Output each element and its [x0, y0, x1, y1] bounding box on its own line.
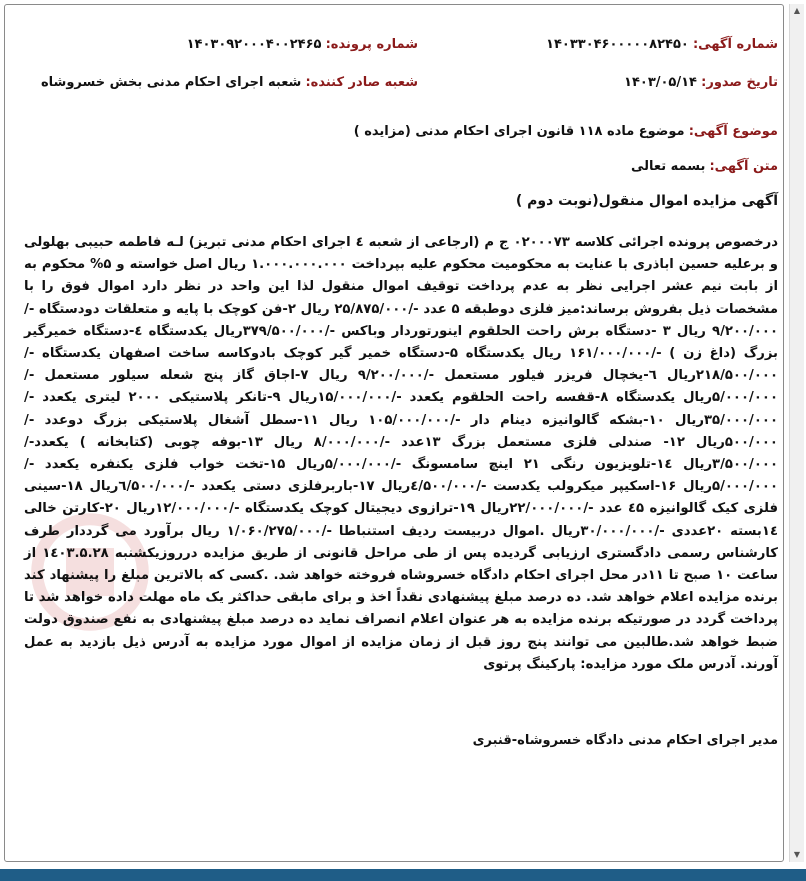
- case-number-label: شماره پرونده:: [325, 37, 418, 52]
- scroll-up-arrow-icon[interactable]: ▲: [793, 6, 801, 15]
- text-value: بسمه تعالی: [630, 159, 706, 174]
- issue-date-label: تاریخ صدور:: [701, 75, 778, 90]
- issue-date: [624, 74, 778, 92]
- issue-date-value: ۱۴۰۳/۰۵/۱۴: [624, 75, 697, 90]
- subject-row: [24, 123, 778, 141]
- ad-number: [546, 36, 778, 54]
- notice-paragraph: درخصوص پرونده اجرائی کلاسه ۰۲۰۰۰۷۳ ج م (ارجاعی از شعبه ٤ اجرای احکام مدنی تبریز) لـه فاطمه حبیبی بهلولی و برعلیه حسین اباذری با عنایت به محکومیت محکوم علیه بپرداخت ۱.۰۰۰.۰۰۰.۰۰۰ ریال اصل خواسته و ۵% محکوم به از بابت نیم عشر اجرایی نظر به عدم پرداخت توقیف اموال منقول لذا این واحد در نظر دارد اموال فوق را با مشخصات ذیل بفروش برساند:میز فلزی دوطبقه ۵ عدد -/۲۵/۸۷۵/۰۰۰ ریال ۲-فن کوچک با پایه و متعلقات دودستگاه -/۹/۲۰۰/۰۰۰ ریال ۳ -دستگاه برش راحت الحلقوم اینورتوردار وباکس -/۳۷۹/۵۰۰/۰۰۰ریال یکدستگاه ٤-دستگاه خمیرگیر بزرگ (داغ زن ) -/۱۶۱/۰۰۰/۰۰۰ ریال یکدستگاه ۵-دستگاه خمیر گیر کوچک بادوکاسه ساخت اصفهان یکدستگاه -/۲۱۸/۵۰۰/۰۰۰ریال ٦-یخچال فریزر فیلور مستعمل -/۹/۲۰۰/۰۰۰ ریال ۷-اجاق گاز پنج شعله سیلور مستعمل -/۵/۰۰۰/۰۰۰ریال یکدستگاه ۸-قفسه راحت الحلقوم یکعدد -/۱۵/۰۰۰/۰۰۰ریال ۹-تانکر پلاستیکی ۲۰۰۰ لیتری یکعدد -/۳۵/۰۰۰/۰۰۰ریال ۱۰-بشکه گالوانیزه دینام دار -/۱۰۵/۰۰۰/۰۰۰ ریال ۱۱-سطل آشغال پلاستیکی بزرگ دوعدد -/۵۰۰/۰۰۰ریال ۱۲- صندلی فلزی مستعمل بزرگ ۱۳عدد -/۸/۰۰۰/۰۰۰ ریال ۱۳-بوفه چوبی (کتابخانه ) یکعدد-/۳/۵۰۰/۰۰۰ریال ۱٤-تلویزیون رنگی ۲۱ اینچ سامسونگ -/۵/۰۰۰/۰۰۰ریال ۱۵-تخت خواب فلزی یکنفره یکعدد -/۵/۰۰۰/۰۰۰ریال ۱۶-اسکیپر میکرولب یکدست -/٤/۵۰۰/۰۰۰ریال ۱۷-باربرفلزی دستی یکعدد -/٦/۵۰۰/۰۰۰ریال ۱۸-سینی فلزی کیک گالوانیزه ٤۵ عدد -/۲۲/۰۰۰/۰۰۰ریال ۱۹-ترازوی دیجیتال کوچک یکدستگاه -/۱۲/۰۰۰/۰۰۰ریال ۲۰-کارتن خالی ۱٤بسته ۲۰عددی -/۳۰/۰۰۰/۰۰۰ریال .اموال دربیست ردیف استنباطا -/۱/۰۶۰/۲۷۵/۰۰۰ ریال برآورد می گرددار طرف کارشناس رسمی دادگستری ارزیابی گردیده پس از طی مراحل قانونی از طریق مزایده درروزیکشنبه ۱٤۰۳.۵.۲۸ از ساعت ۱۰ صبح تا ۱۱در محل اجرای احکام دادگاه خسروشاه فروخته خواهد شد. .کسی که بالاترین مبلغ را پیشنهاد کند برنده مزایده اعلام خواهد شد. ده درصد مبلغ پیشنهادی نقداً اخذ و برای مابقی حداکثر یک ماه مهلت داده خواهد شد تا پرداخت گردد در صورتیکه برنده مزایده به هر عنوان اعلام انصراف نماید ده درصد مبلغ پیشنهادی به نفع صندوق دولت ضبط خواهد شد.طالبین می توانند پنج روز قبل از زمان مزایده از اموال مورد مزایده به آدرس ذیل بازدید به عمل آورند. آدرس ملک مورد مزایده: پارکینگ پرتوی: [24, 235, 779, 672]
- signature: مدیر اجرای احکام مدنی دادگاه خسروشاه-قنبری: [472, 733, 778, 748]
- scroll-down-arrow-icon[interactable]: ▼: [793, 850, 801, 859]
- text-label: متن آگهی:: [709, 159, 778, 174]
- vertical-scrollbar[interactable]: [789, 4, 804, 862]
- ad-number-value: ۱۴۰۳۳۰۴۶۰۰۰۰۰۸۲۴۵۰: [546, 37, 689, 52]
- subject-label: موضوع آگهی:: [688, 124, 778, 139]
- issuer-value: شعبه اجرای احکام مدنی بخش خسروشاه: [40, 75, 302, 90]
- case-number: [24, 36, 418, 54]
- bottom-taskbar: [0, 869, 806, 881]
- case-number-value: ۱۴۰۳۰۹۲۰۰۰۴۰۰۲۴۶۵: [186, 37, 322, 52]
- subject-value: موضوع ماده ۱۱۸ قانون اجرای احکام مدنی (مزایده ): [353, 124, 685, 139]
- ad-number-label: شماره آگهی:: [692, 37, 778, 52]
- issuer-label: شعبه صادر کننده:: [305, 75, 418, 90]
- text-label-row: [24, 158, 778, 176]
- notice-title: آگهی مزایده اموال منقول(نوبت دوم ): [515, 193, 778, 209]
- notice-body: [24, 232, 778, 676]
- issuer: [24, 74, 418, 92]
